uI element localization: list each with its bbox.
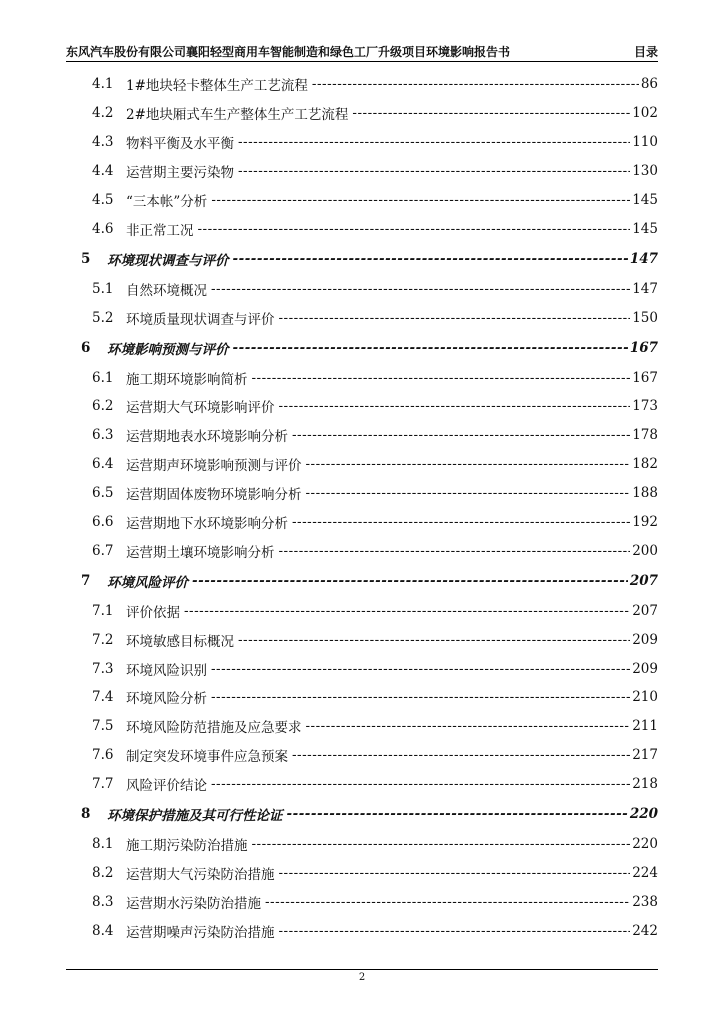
toc-dot-leader xyxy=(292,427,630,443)
toc-entry-number: 8.3 xyxy=(92,893,114,910)
toc-entry-title: 2#地块厢式车生产整体生产工艺流程 xyxy=(126,107,349,124)
toc-section-entry[interactable] xyxy=(66,99,658,128)
toc-entry-title: 物料平衡及水平衡 xyxy=(126,136,234,153)
toc-dot-leader xyxy=(233,340,628,356)
toc-entry-page: 209 xyxy=(632,631,658,648)
toc-entry-number: 7 xyxy=(81,572,91,589)
toc-dot-leader xyxy=(211,776,630,792)
toc-entry-title: 运营期大气环境影响评价 xyxy=(126,400,275,417)
toc-entry-page: 150 xyxy=(632,309,658,326)
toc-entry-number: 4.3 xyxy=(92,134,114,151)
toc-dot-leader xyxy=(292,514,630,530)
running-header xyxy=(66,40,658,60)
toc-entry-number: 4.6 xyxy=(92,220,114,237)
toc-section-entry[interactable] xyxy=(66,214,658,243)
toc-dot-leader xyxy=(265,894,630,910)
toc-entry-title: 1#地块轻卡整体生产工艺流程 xyxy=(126,78,308,95)
toc-entry-page: 192 xyxy=(632,514,658,531)
toc-entry-page: 210 xyxy=(632,689,658,706)
toc-section-entry[interactable] xyxy=(66,363,658,392)
toc-entry-page: 173 xyxy=(632,398,658,415)
toc-entry-number: 7.2 xyxy=(92,631,114,648)
toc-entry-number: 6.3 xyxy=(92,427,114,444)
toc-entry-number: 7.1 xyxy=(92,602,114,619)
toc-entry-page: 224 xyxy=(632,864,658,881)
toc-entry-number: 8.1 xyxy=(92,836,114,853)
toc-entry-number: 7.5 xyxy=(92,718,114,735)
toc-entry-title: 施工期污染防治措施 xyxy=(126,838,248,855)
table-of-contents xyxy=(66,70,658,945)
toc-entry-number: 6.6 xyxy=(92,514,114,531)
header-rule xyxy=(66,61,658,62)
toc-entry-number: 8 xyxy=(81,806,91,823)
toc-entry-page: 147 xyxy=(632,280,658,297)
toc-section-entry[interactable] xyxy=(66,450,658,479)
page-number: 2 xyxy=(358,972,366,983)
toc-dot-leader xyxy=(252,370,631,386)
toc-section-entry[interactable] xyxy=(66,479,658,508)
toc-section-entry[interactable] xyxy=(66,683,658,712)
toc-entry-title: 环境敏感目标概况 xyxy=(126,633,234,650)
toc-entry-number: 4.1 xyxy=(92,76,114,93)
toc-entry-number: 8.2 xyxy=(92,864,114,881)
toc-entry-title: 环境保护措施及其可行性论证 xyxy=(107,808,283,825)
toc-entry-page: 145 xyxy=(632,220,658,237)
toc-dot-leader xyxy=(238,163,630,179)
toc-section-entry[interactable] xyxy=(66,712,658,741)
toc-entry-page: 145 xyxy=(632,192,658,208)
toc-entry-page: 220 xyxy=(632,836,658,853)
toc-entry-page: 207 xyxy=(632,602,658,619)
toc-section-entry[interactable] xyxy=(66,421,658,450)
toc-entry-page: 209 xyxy=(632,660,658,677)
toc-section-entry[interactable] xyxy=(66,916,658,945)
toc-entry-page: 86 xyxy=(640,76,658,93)
toc-chapter-entry[interactable] xyxy=(66,332,658,363)
toc-entry-title: 施工期环境影响简析 xyxy=(126,371,248,388)
toc-dot-leader xyxy=(184,603,630,619)
toc-entry-title: 运营期土壤环境影响分析 xyxy=(126,544,275,561)
toc-entry-title: 运营期主要污染物 xyxy=(126,165,234,182)
toc-dot-leader xyxy=(192,573,628,589)
toc-entry-number: 6.4 xyxy=(92,456,114,473)
toc-chapter-entry[interactable] xyxy=(66,565,658,596)
toc-entry-page: 238 xyxy=(632,893,658,910)
footer-rule xyxy=(66,969,658,970)
toc-dot-leader xyxy=(306,718,631,734)
toc-entry-page: 207 xyxy=(629,572,658,589)
toc-dot-leader xyxy=(211,689,630,705)
toc-entry-title: 运营期噪声污染防治措施 xyxy=(126,924,275,941)
toc-section-entry[interactable] xyxy=(66,830,658,859)
toc-entry-page: 200 xyxy=(632,542,658,559)
toc-section-entry[interactable] xyxy=(66,536,658,565)
toc-entry-title: 非正常工况 xyxy=(126,222,194,239)
toc-entry-number: 6.5 xyxy=(92,485,114,502)
toc-dot-leader xyxy=(238,134,630,150)
toc-dot-leader xyxy=(292,747,630,763)
toc-entry-title: 环境质量现状调查与评价 xyxy=(126,311,275,328)
toc-entry-number: 5.2 xyxy=(92,309,114,326)
toc-entry-page: 218 xyxy=(632,776,658,793)
toc-entry-title: 环境影响预测与评价 xyxy=(107,341,229,358)
toc-entry-title: 制定突发环境事件应急预案 xyxy=(126,749,288,766)
toc-dot-leader xyxy=(198,221,631,237)
toc-chapter-entry[interactable] xyxy=(66,243,658,274)
toc-entry-title: 环境现状调查与评价 xyxy=(107,252,229,269)
toc-section-entry[interactable] xyxy=(66,128,658,157)
toc-entry-number: 4.5 xyxy=(92,192,114,208)
toc-entry-page: 220 xyxy=(629,806,658,823)
toc-section-entry[interactable] xyxy=(66,392,658,421)
toc-entry-number: 4.4 xyxy=(92,163,114,180)
toc-entry-title: 运营期声环境影响预测与评价 xyxy=(126,458,302,475)
toc-dot-leader xyxy=(252,836,631,852)
toc-dot-leader xyxy=(279,543,631,559)
toc-entry-number: 7.6 xyxy=(92,747,114,764)
toc-entry-page: 188 xyxy=(632,485,658,502)
toc-dot-leader xyxy=(279,865,631,881)
toc-entry-number: 7.4 xyxy=(92,689,114,706)
toc-dot-leader xyxy=(287,806,628,822)
toc-entry-page: 130 xyxy=(632,163,658,180)
toc-section-entry[interactable] xyxy=(66,654,658,683)
toc-entry-title: 环境风险识别 xyxy=(126,662,207,679)
toc-entry-page: 167 xyxy=(629,339,658,356)
toc-dot-leader xyxy=(238,632,630,648)
toc-section-entry[interactable] xyxy=(66,508,658,537)
toc-entry-number: 5.1 xyxy=(92,280,114,297)
toc-entry-page: 167 xyxy=(632,369,658,386)
toc-section-entry[interactable] xyxy=(66,858,658,887)
toc-dot-leader xyxy=(279,310,631,326)
toc-entry-title: 运营期地下水环境影响分析 xyxy=(126,516,288,533)
toc-dot-leader xyxy=(352,105,630,121)
toc-entry-title: 环境风险防范措施及应急要求 xyxy=(126,720,302,737)
toc-entry-number: 4.2 xyxy=(92,105,114,122)
toc-dot-leader xyxy=(312,76,639,92)
toc-entry-page: 182 xyxy=(632,456,658,473)
toc-entry-title: 风险评价结论 xyxy=(126,778,207,795)
toc-entry-page: 110 xyxy=(632,134,658,151)
toc-dot-leader xyxy=(211,192,630,208)
toc-dot-leader xyxy=(279,398,631,414)
toc-entry-number: 6.7 xyxy=(92,542,114,559)
toc-dot-leader xyxy=(211,281,630,297)
toc-entry-page: 178 xyxy=(632,427,658,444)
toc-entry-page: 242 xyxy=(632,922,658,939)
toc-entry-title: 环境风险分析 xyxy=(126,691,207,708)
toc-entry-number: 7.3 xyxy=(92,660,114,677)
toc-entry-title: 运营期水污染防治措施 xyxy=(126,895,261,912)
toc-entry-title: 运营期固体废物环境影响分析 xyxy=(126,487,302,504)
toc-entry-title: 运营期大气污染防治措施 xyxy=(126,866,275,883)
toc-section-entry[interactable] xyxy=(66,70,658,99)
toc-section-entry[interactable] xyxy=(66,596,658,625)
toc-entry-number: 6.2 xyxy=(92,398,114,415)
toc-entry-title: “三本帐”分析 xyxy=(126,194,208,210)
toc-dot-leader xyxy=(233,251,628,267)
toc-entry-number: 8.4 xyxy=(92,922,114,939)
toc-section-entry[interactable] xyxy=(66,274,658,303)
toc-section-entry[interactable] xyxy=(66,625,658,654)
toc-section-entry[interactable] xyxy=(66,887,658,916)
toc-entry-title: 自然环境概况 xyxy=(126,282,207,299)
toc-section-entry[interactable] xyxy=(66,770,658,799)
toc-dot-leader xyxy=(306,456,631,472)
toc-entry-number: 6.1 xyxy=(92,369,114,386)
section-label: 目录 xyxy=(633,45,658,59)
toc-chapter-entry[interactable] xyxy=(66,799,658,830)
toc-section-entry[interactable] xyxy=(66,303,658,332)
toc-entry-page: 147 xyxy=(629,250,658,267)
toc-section-entry[interactable] xyxy=(66,157,658,186)
toc-entry-title: 评价依据 xyxy=(126,604,180,621)
document-title: 东风汽车股份有限公司襄阳轻型商用车智能制造和绿色工厂升级项目环境影响报告书 xyxy=(66,45,511,59)
toc-entry-title: 环境风险评价 xyxy=(107,574,188,591)
toc-entry-page: 102 xyxy=(632,105,658,122)
toc-section-entry[interactable] xyxy=(66,741,658,770)
toc-entry-title: 运营期地表水环境影响分析 xyxy=(126,429,288,446)
toc-dot-leader xyxy=(211,661,630,677)
toc-section-entry[interactable] xyxy=(66,186,658,215)
toc-entry-page: 217 xyxy=(632,747,658,764)
toc-entry-number: 7.7 xyxy=(92,776,114,793)
toc-entry-page: 211 xyxy=(632,718,658,735)
toc-dot-leader xyxy=(306,485,631,501)
toc-dot-leader xyxy=(279,923,631,939)
toc-entry-number: 6 xyxy=(81,339,91,356)
toc-entry-number: 5 xyxy=(81,250,91,267)
